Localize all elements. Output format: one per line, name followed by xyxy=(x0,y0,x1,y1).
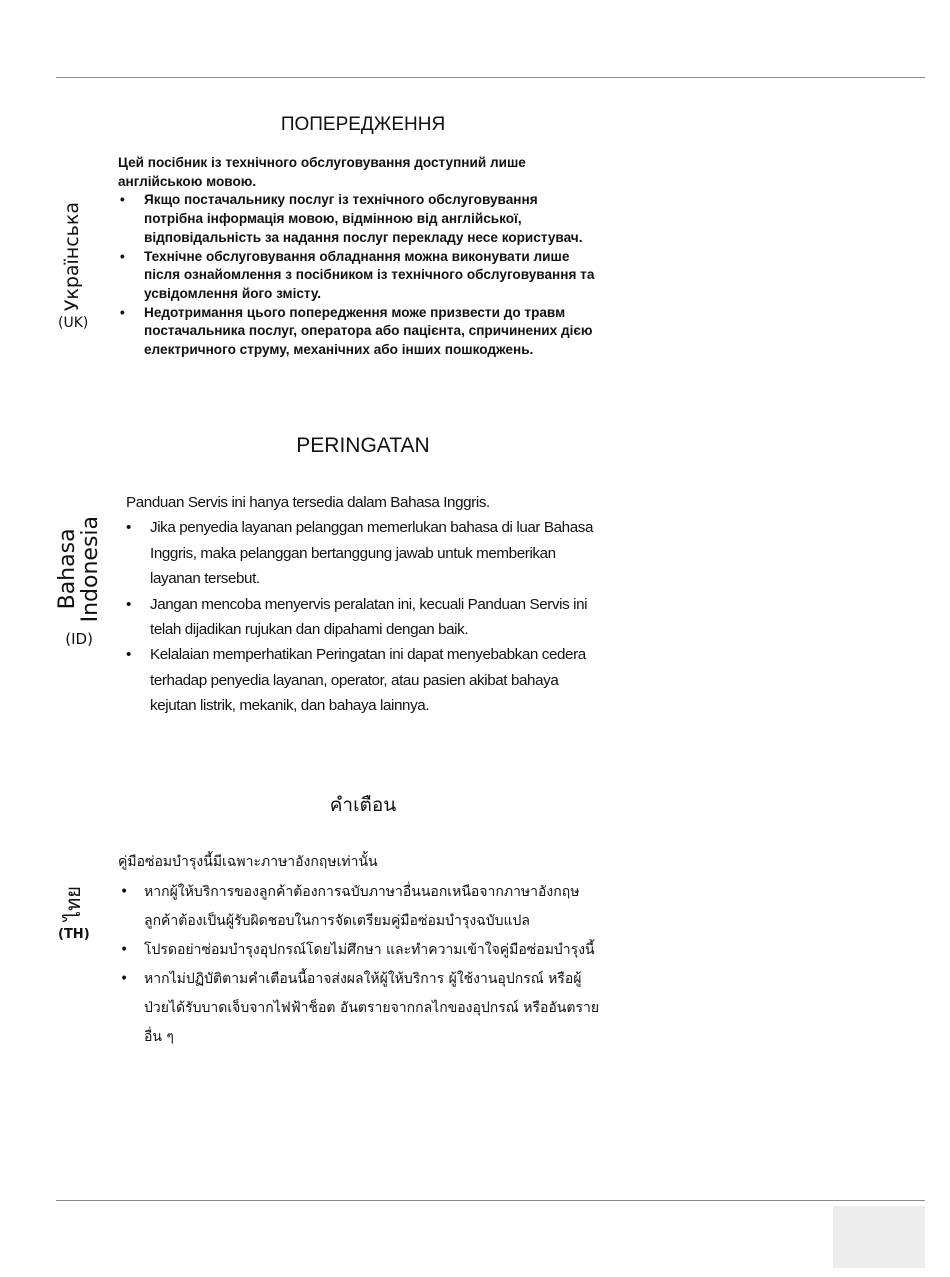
warning-body xyxy=(118,154,600,360)
warning-list xyxy=(118,878,600,1052)
language-code: (TH) xyxy=(58,926,90,942)
list-item: • โปรดอย่าซ่อมบำรุงอุปกรณ์โดยไม่ศึกษา และทำความเข้าใจคู่มือซ่อมบำรุงนี้ xyxy=(144,936,600,965)
warning-list xyxy=(118,191,600,359)
language-code: (ID) xyxy=(65,630,93,649)
language-name: ไทย xyxy=(61,886,86,921)
warning-intro: Panduan Servis ini hanya tersedia dalam Bahasa Inggris. xyxy=(126,494,490,511)
warning-section-id xyxy=(0,430,950,730)
warning-heading: ПОПЕРЕДЖЕННЯ xyxy=(280,114,446,135)
language-label xyxy=(56,516,102,648)
language-name: Українська xyxy=(61,202,84,312)
list-item: • Технічне обслуговування обладнання можна виконувати лише після ознайомлення з посібником із технічного обслуговування та усвідомлення його змісту. xyxy=(144,248,600,304)
list-item: • Якщо постачальнику послуг із технічного обслуговування потрібна інформація мовою, відмінною від англійської, відповідальність за надання послуг перекладу несе користувач. xyxy=(144,191,600,247)
list-item: • Jika penyedia layanan pelanggan memerlukan bahasa di luar Bahasa Inggris, maka pelanggan bertanggung jawab untuk memberikan layanan tersebut. xyxy=(150,515,600,591)
warning-heading: PERINGATAN xyxy=(296,434,430,457)
footer-rule xyxy=(56,1200,925,1201)
warning-heading: คำเตือน xyxy=(329,794,397,816)
warning-section-th xyxy=(0,786,950,1066)
list-item: • Kelalaian memperhatikan Peringatan ini dapat menyebabkan cedera terhadap penyedia layanan, operator, atau pasien akibat bahaya kejutan listrik, mekanik, dan bahaya lainnya. xyxy=(150,642,600,718)
language-name: Bahasa Indonesia xyxy=(55,516,104,623)
page-number-box xyxy=(833,1206,925,1268)
header-rule xyxy=(56,77,925,78)
warning-intro: คู่มือซ่อมบำรุงนี้มีเฉพาะภาษาอังกฤษเท่านั้น xyxy=(118,854,378,870)
list-item: • หากผู้ให้บริการของลูกค้าต้องการฉบับภาษาอื่นนอกเหนือจากภาษาอังกฤษ ลูกค้าต้องเป็นผู้รับผิดชอบในการจัดเตรียมคู่มือซ่อมบำรุงฉบับแปล xyxy=(144,878,600,936)
language-code: (UK) xyxy=(58,315,89,332)
list-item: • Jangan mencoba menyervis peralatan ini, kecuali Panduan Servis ini telah dijadikan rujukan dan dipahami dengan baik. xyxy=(150,592,600,643)
warning-body xyxy=(126,490,600,719)
list-item: • หากไม่ปฏิบัติตามคำเตือนนี้อาจส่งผลให้ผู้ให้บริการ ผู้ใช้งานอุปกรณ์ หรือผู้ป่วยได้รับบาดเจ็บจากไฟฟ้าช็อต อันตรายจากกลไกของอุปกรณ์ หรืออันตรายอื่น ๆ xyxy=(144,965,600,1052)
warning-body xyxy=(118,850,600,1052)
warning-intro: Цей посібник із технічного обслуговування доступний лише англійською мовою. xyxy=(118,155,526,189)
language-label xyxy=(58,886,90,942)
language-label xyxy=(58,202,88,331)
warning-section-uk xyxy=(0,108,950,368)
list-item: • Недотримання цього попередження може призвести до травм постачальника послуг, оператора або пацієнта, спричинених дією електричного струму, механічних або інших пошкоджень. xyxy=(144,304,600,360)
warning-list xyxy=(126,515,600,718)
